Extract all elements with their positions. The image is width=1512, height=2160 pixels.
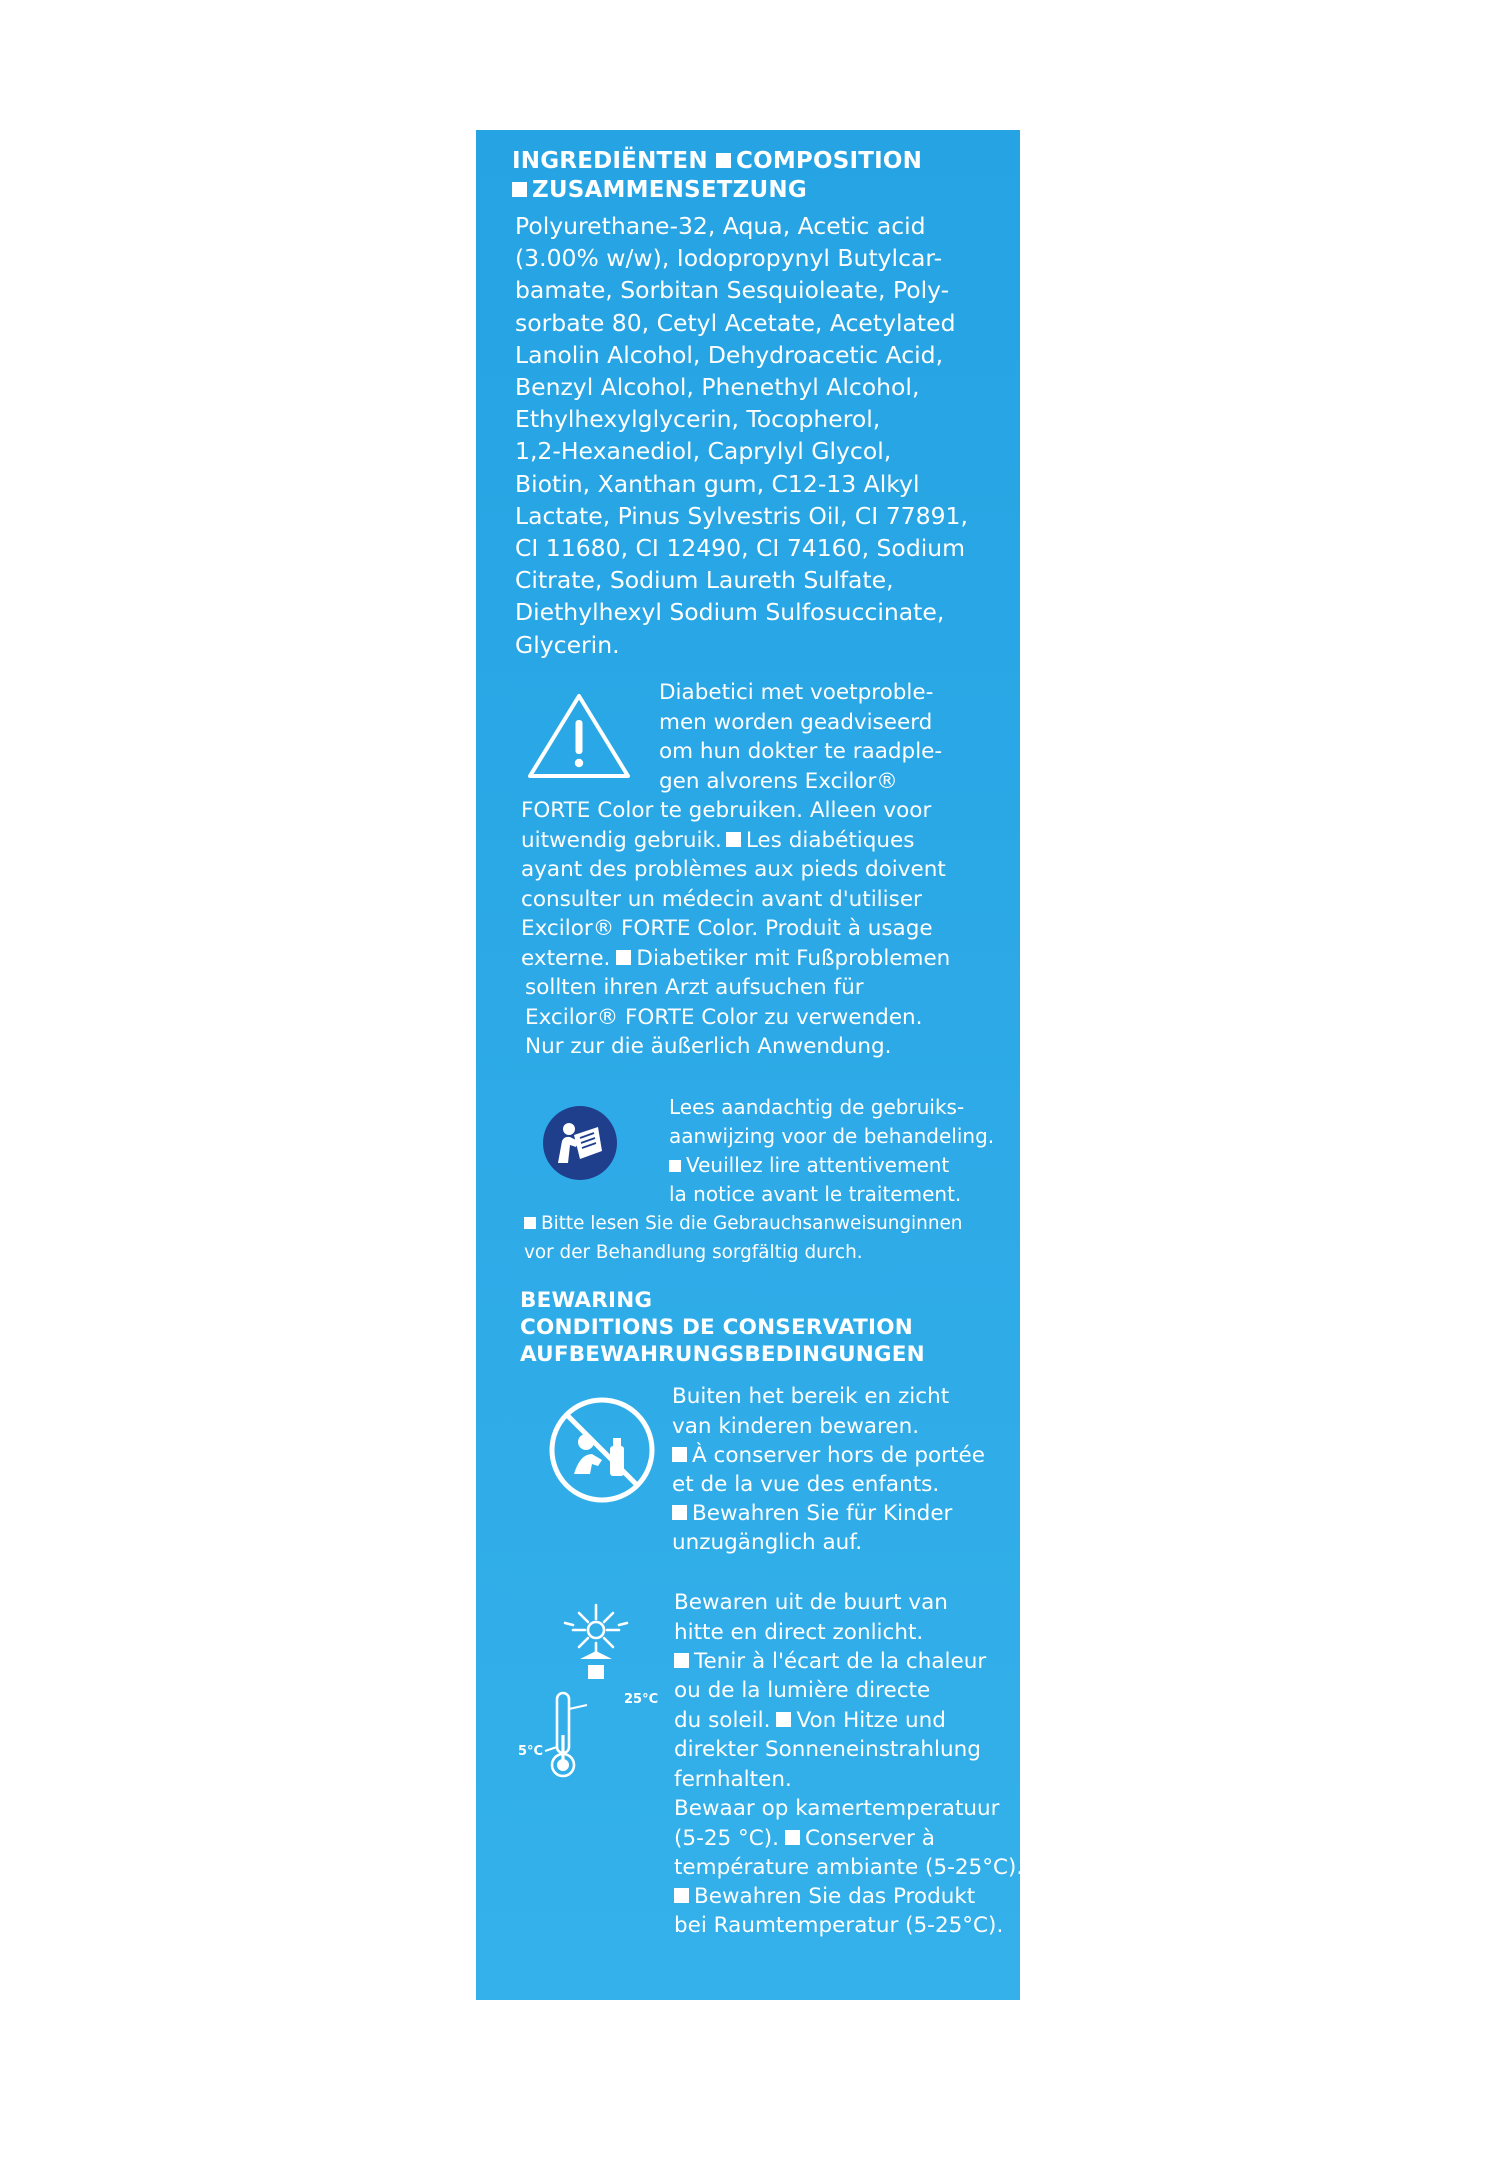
warning-text-de: sollten ihren Arzt aufsuchen für Excilor® FORTE Color zu verwenden. Nur zur die äußerlich Anwendung. xyxy=(525,975,923,1059)
children-text-nl: Buiten het bereik en zicht van kinderen bewaren. xyxy=(672,1384,950,1439)
heat-text-fr-2: ou de la lumière directe du soleil. Von Hitze und xyxy=(674,1678,946,1733)
keep-away-from-children-icon xyxy=(546,1394,658,1506)
separator-square xyxy=(672,1505,687,1520)
ingredients-heading-de: ZUSAMMENSETZUNG xyxy=(532,177,807,203)
sun-heat-icon xyxy=(551,1603,641,1695)
children-text-de-2: unzugänglich auf. xyxy=(672,1530,863,1555)
temp-text-de-1: Bewahren Sie das Produkt xyxy=(674,1882,975,1912)
temp-min-label: 5°C xyxy=(518,1744,544,1759)
separator-square xyxy=(726,832,741,847)
temp-text-fr: température ambiante (5-25°C). xyxy=(674,1855,1024,1880)
separator-square xyxy=(674,1888,689,1903)
heat-text-fr-1: Tenir à l'écart de la chaleur xyxy=(674,1647,986,1677)
heat-text-nl: Bewaren uit de buurt van hitte en direct zonlicht. xyxy=(674,1590,948,1645)
ingredients-heading xyxy=(512,147,922,205)
instructions-text-fr-1: Veuillez lire attentivement xyxy=(669,1151,949,1180)
warning-text-nl-end: FORTE Color te gebruiken. Alleen voor uitwendig gebruik. Les diabétiques xyxy=(521,798,932,853)
instructions-text-nl: Lees aandachtig de gebruiks- aanwijzing voor de behandeling. xyxy=(669,1095,995,1148)
temp-max-label: 25°C xyxy=(624,1692,659,1707)
temp-text-de-2: bei Raumtemperatur (5-25°C). xyxy=(674,1913,1004,1938)
ingredients-list: Polyurethane-32, Aqua, Acetic acid (3.00% w/w), Iodopropynyl Butylcar- bamate, Sorbitan Sesquioleate, Poly- sorbate 80, Cetyl Acetate, Acetylated Lanolin Alcohol, Dehydroacetic Acid, Benzyl Alcohol, Phenethyl Alcohol, Ethylhexylglycerin, Tocopherol, 1,2-Hexanediol, Caprylyl Glycol, Biotin, Xanthan gum, C12-13 Alkyl Lactate, Pinus Sylvestris Oil, CI 77891, CI 11680, CI 12490, CI 74160, Sodium Citrate, Sodium Laureth Sulfate, Diethylhexyl Sodium Sulfosuccinate, Glycerin. xyxy=(515,212,968,659)
separator-square xyxy=(512,182,527,197)
instructions-text-de-2: vor der Behandlung sorgfältig durch. xyxy=(524,1242,863,1263)
warning-text-fr: ayant des problèmes aux pieds doivent consulter un médecin avant d'utiliser Excilor® FORTE Color. Produit à usage externe. Diabetiker mit Fußproblemen xyxy=(521,857,951,971)
instructions-text-fr-2: la notice avant le traitement. xyxy=(669,1182,962,1206)
separator-square xyxy=(672,1447,687,1462)
ingredients-heading-nl: INGREDIËNTEN xyxy=(512,148,708,174)
separator-square xyxy=(616,950,631,965)
separator-square xyxy=(669,1160,681,1172)
product-label-panel xyxy=(476,130,1024,2000)
children-text-fr-2: et de la vue des enfants. xyxy=(672,1472,940,1497)
storage-heading xyxy=(520,1287,925,1368)
separator-square xyxy=(785,1830,800,1845)
separator-square xyxy=(716,153,731,168)
instructions-text-de-1: Bitte lesen Sie die Gebrauchsanweisunginnen xyxy=(524,1209,962,1238)
separator-square xyxy=(776,1712,791,1727)
thermometer-icon xyxy=(521,1685,611,1783)
read-instructions-icon xyxy=(542,1105,618,1181)
children-text-fr-1: À conserver hors de portée xyxy=(672,1441,985,1471)
warning-triangle-icon xyxy=(524,690,634,782)
heat-text-de: direkter Sonneneinstrahlung fernhalten. Bewaar op kamertemperatuur (5-25 °C). Conserver à xyxy=(674,1737,1000,1851)
storage-heading-nl: BEWARING xyxy=(520,1288,653,1313)
warning-text-nl: Diabetici met voetproble- men worden geadviseerd om hun dokter te raadple- gen alvorens Excilor® xyxy=(659,680,943,794)
separator-square xyxy=(524,1217,536,1229)
separator-square xyxy=(674,1653,689,1668)
storage-heading-fr: CONDITIONS DE CONSERVATION xyxy=(520,1315,913,1340)
children-text-de-1: Bewahren Sie für Kinder xyxy=(672,1499,952,1529)
storage-heading-de: AUFBEWAHRUNGSBEDINGUNGEN xyxy=(520,1342,925,1367)
ingredients-heading-fr: COMPOSITION xyxy=(736,148,923,174)
